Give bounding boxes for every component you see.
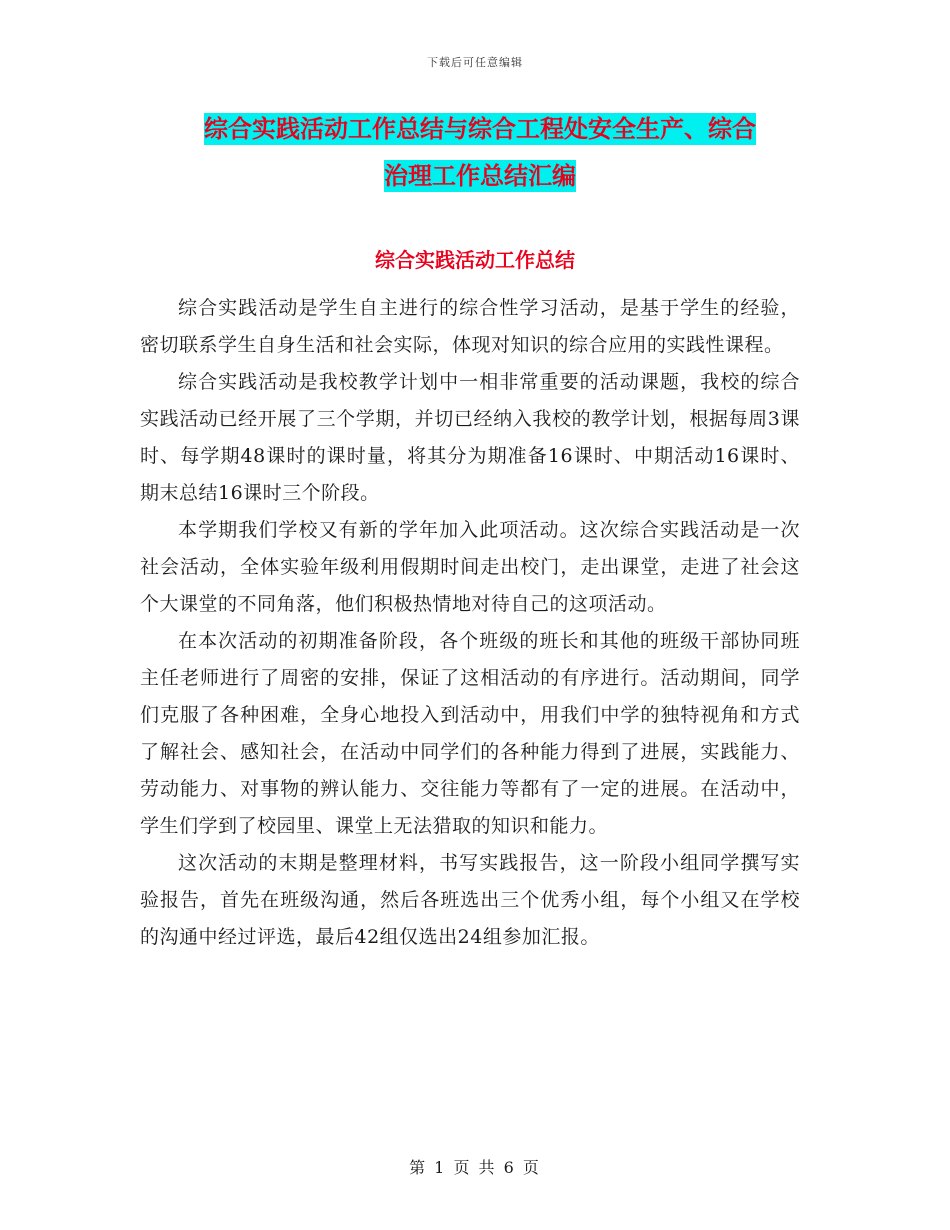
- paragraph-5: 这次活动的末期是整理材料，书写实践报告，这一阶段小组同学撰写实验报告，首先在班级沟通，然后各班选出三个优秀小组，每个小组又在学校的沟通中经过评选，最后42组仅选出24组参加汇报。: [140, 852, 800, 948]
- document-title: [150, 106, 810, 200]
- section-title: 综合实践活动工作总结: [375, 248, 575, 272]
- header-note: 下载后可任意编辑: [427, 56, 523, 69]
- paragraph-4: 在本次活动的初期准备阶段，各个班级的班长和其他的班级干部协同班主任老师进行了周密的安排，保证了这相活动的有序进行。活动期间，同学们克服了各种困难，全身心地投入到活动中，用我们中学的独特视角和方式了解社会、感知社会，在活动中同学们的各种能力得到了进展，实践能力、劳动能力、对事物的辨认能力、交往能力等都有了一定的进展。在活动中，学生们学到了校园里、课堂上无法猎取的知识和能力。: [140, 630, 800, 837]
- title-line-2: 治理工作总结汇编: [384, 162, 576, 190]
- paragraph-2: 综合实践活动是我校教学计划中一相非常重要的活动课题，我校的综合实践活动已经开展了三个学期，并切已经纳入我校的教学计划，根据每周3课时、每学期48课时的课时量，将其分为期准备16课时、中期活动16课时、期末总结16课时三个阶段。: [140, 371, 800, 504]
- document-body: [140, 290, 800, 956]
- title-line-1: 综合实践活动工作总结与综合工程处安全生产、综合: [204, 115, 756, 143]
- paragraph-3: 本学期我们学校又有新的学年加入此项活动。这次综合实践活动是一次社会活动，全体实验年级利用假期时间走出校门，走出课堂，走进了社会这个大课堂的不同角落，他们积极热情地对待自己的这项活动。: [140, 519, 800, 615]
- paragraph-1: 综合实践活动是学生自主进行的综合性学习活动，是基于学生的经验，密切联系学生自身生活和社会实际，体现对知识的综合应用的实践性课程。: [140, 297, 800, 356]
- page-footer: 第 1 页 共 6 页: [409, 1158, 541, 1177]
